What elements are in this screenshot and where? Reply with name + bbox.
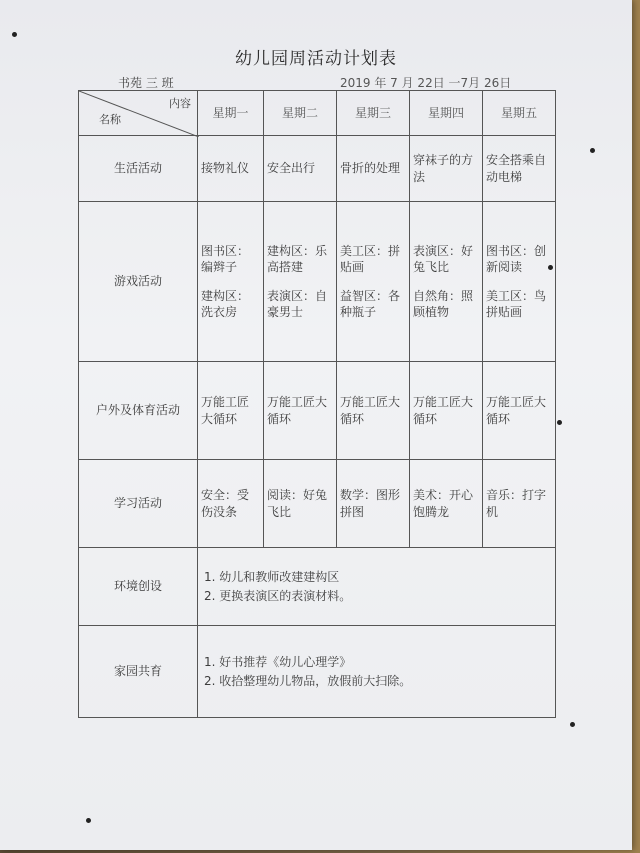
corner-header-cell	[79, 91, 198, 136]
table-row-learning	[79, 460, 556, 548]
life-tue: 安全出行	[264, 136, 337, 202]
games-tue-2: 表演区：自豪男士	[267, 288, 328, 319]
table-row-family	[79, 626, 556, 718]
ink-speck	[548, 265, 553, 270]
row-label-outdoor: 户外及体育活动	[79, 362, 198, 460]
activity-plan-table	[78, 90, 556, 718]
outdoor-tue: 万能工匠大循环	[264, 362, 337, 460]
games-fri-2: 美工区：鸟拼贴画	[485, 288, 546, 319]
games-mon	[198, 202, 264, 362]
date-range: 2019 年 7 月 22日 一7月 26日	[340, 76, 512, 90]
ink-speck	[12, 32, 17, 37]
row-label-games: 游戏活动	[79, 202, 198, 362]
games-wed-2: 益智区：各种瓶子	[339, 288, 400, 319]
name-header-label: 名称	[99, 113, 121, 126]
outdoor-wed: 万能工匠大循环	[336, 362, 409, 460]
day-header-tue: 星期二	[264, 91, 337, 136]
games-thu-1: 表演区：好兔飞比	[412, 244, 473, 275]
learning-mon: 安全：受伤没条	[198, 460, 264, 548]
games-thu	[409, 202, 482, 362]
outdoor-thu: 万能工匠大循环	[409, 362, 482, 460]
games-tue-1: 建构区：乐高搭建	[267, 244, 328, 275]
content-header-label: 内容	[169, 97, 191, 110]
outdoor-fri: 万能工匠大循环	[482, 362, 555, 460]
life-thu: 穿袜子的方法	[409, 136, 482, 202]
ink-speck	[86, 818, 91, 823]
family-item-2: 2. 收拾整理幼儿物品，放假前大扫除。	[204, 673, 412, 688]
ink-speck	[557, 420, 562, 425]
ink-speck	[570, 722, 575, 727]
learning-thu: 美术：开心饱腾龙	[409, 460, 482, 548]
games-thu-2: 自然角：照顾植物	[412, 288, 473, 319]
table-header-row	[79, 91, 556, 136]
day-header-fri: 星期五	[482, 91, 555, 136]
outdoor-mon: 万能工匠大循环	[198, 362, 264, 460]
environment-content	[198, 548, 556, 626]
games-mon-1: 图书区：编辫子	[201, 244, 250, 275]
life-mon: 接物礼仪	[198, 136, 264, 202]
ink-speck	[590, 148, 595, 153]
page-title: 幼儿园周活动计划表	[235, 49, 397, 69]
games-fri	[482, 202, 555, 362]
table-row-environment	[79, 548, 556, 626]
day-header-mon: 星期一	[198, 91, 264, 136]
life-wed: 骨折的处理	[336, 136, 409, 202]
learning-wed: 数学：图形拼图	[336, 460, 409, 548]
games-fri-1: 图书区：创新阅读	[485, 244, 546, 275]
row-label-life: 生活活动	[79, 136, 198, 202]
class-label: 书苑 三 班	[118, 76, 174, 90]
games-wed	[336, 202, 409, 362]
day-header-wed: 星期三	[336, 91, 409, 136]
games-wed-1: 美工区：拼贴画	[339, 244, 400, 275]
learning-fri: 音乐：打字机	[482, 460, 555, 548]
day-header-thu: 星期四	[409, 91, 482, 136]
table-row-games	[79, 202, 556, 362]
row-label-environment: 环境创设	[79, 548, 198, 626]
learning-tue: 阅读：好兔飞比	[264, 460, 337, 548]
row-label-learning: 学习活动	[79, 460, 198, 548]
games-tue	[264, 202, 337, 362]
row-label-family: 家园共育	[79, 626, 198, 718]
table-row-life	[79, 136, 556, 202]
games-mon-2: 建构区：洗衣房	[201, 288, 250, 319]
family-item-1: 1. 好书推荐《幼儿心理学》	[204, 655, 352, 670]
life-fri: 安全搭乘自动电梯	[482, 136, 555, 202]
environment-item-2: 2. 更换表演区的表演材料。	[204, 588, 352, 603]
environment-item-1: 1. 幼儿和教师改建建构区	[204, 570, 340, 585]
family-content	[198, 626, 556, 718]
table-row-outdoor	[79, 362, 556, 460]
